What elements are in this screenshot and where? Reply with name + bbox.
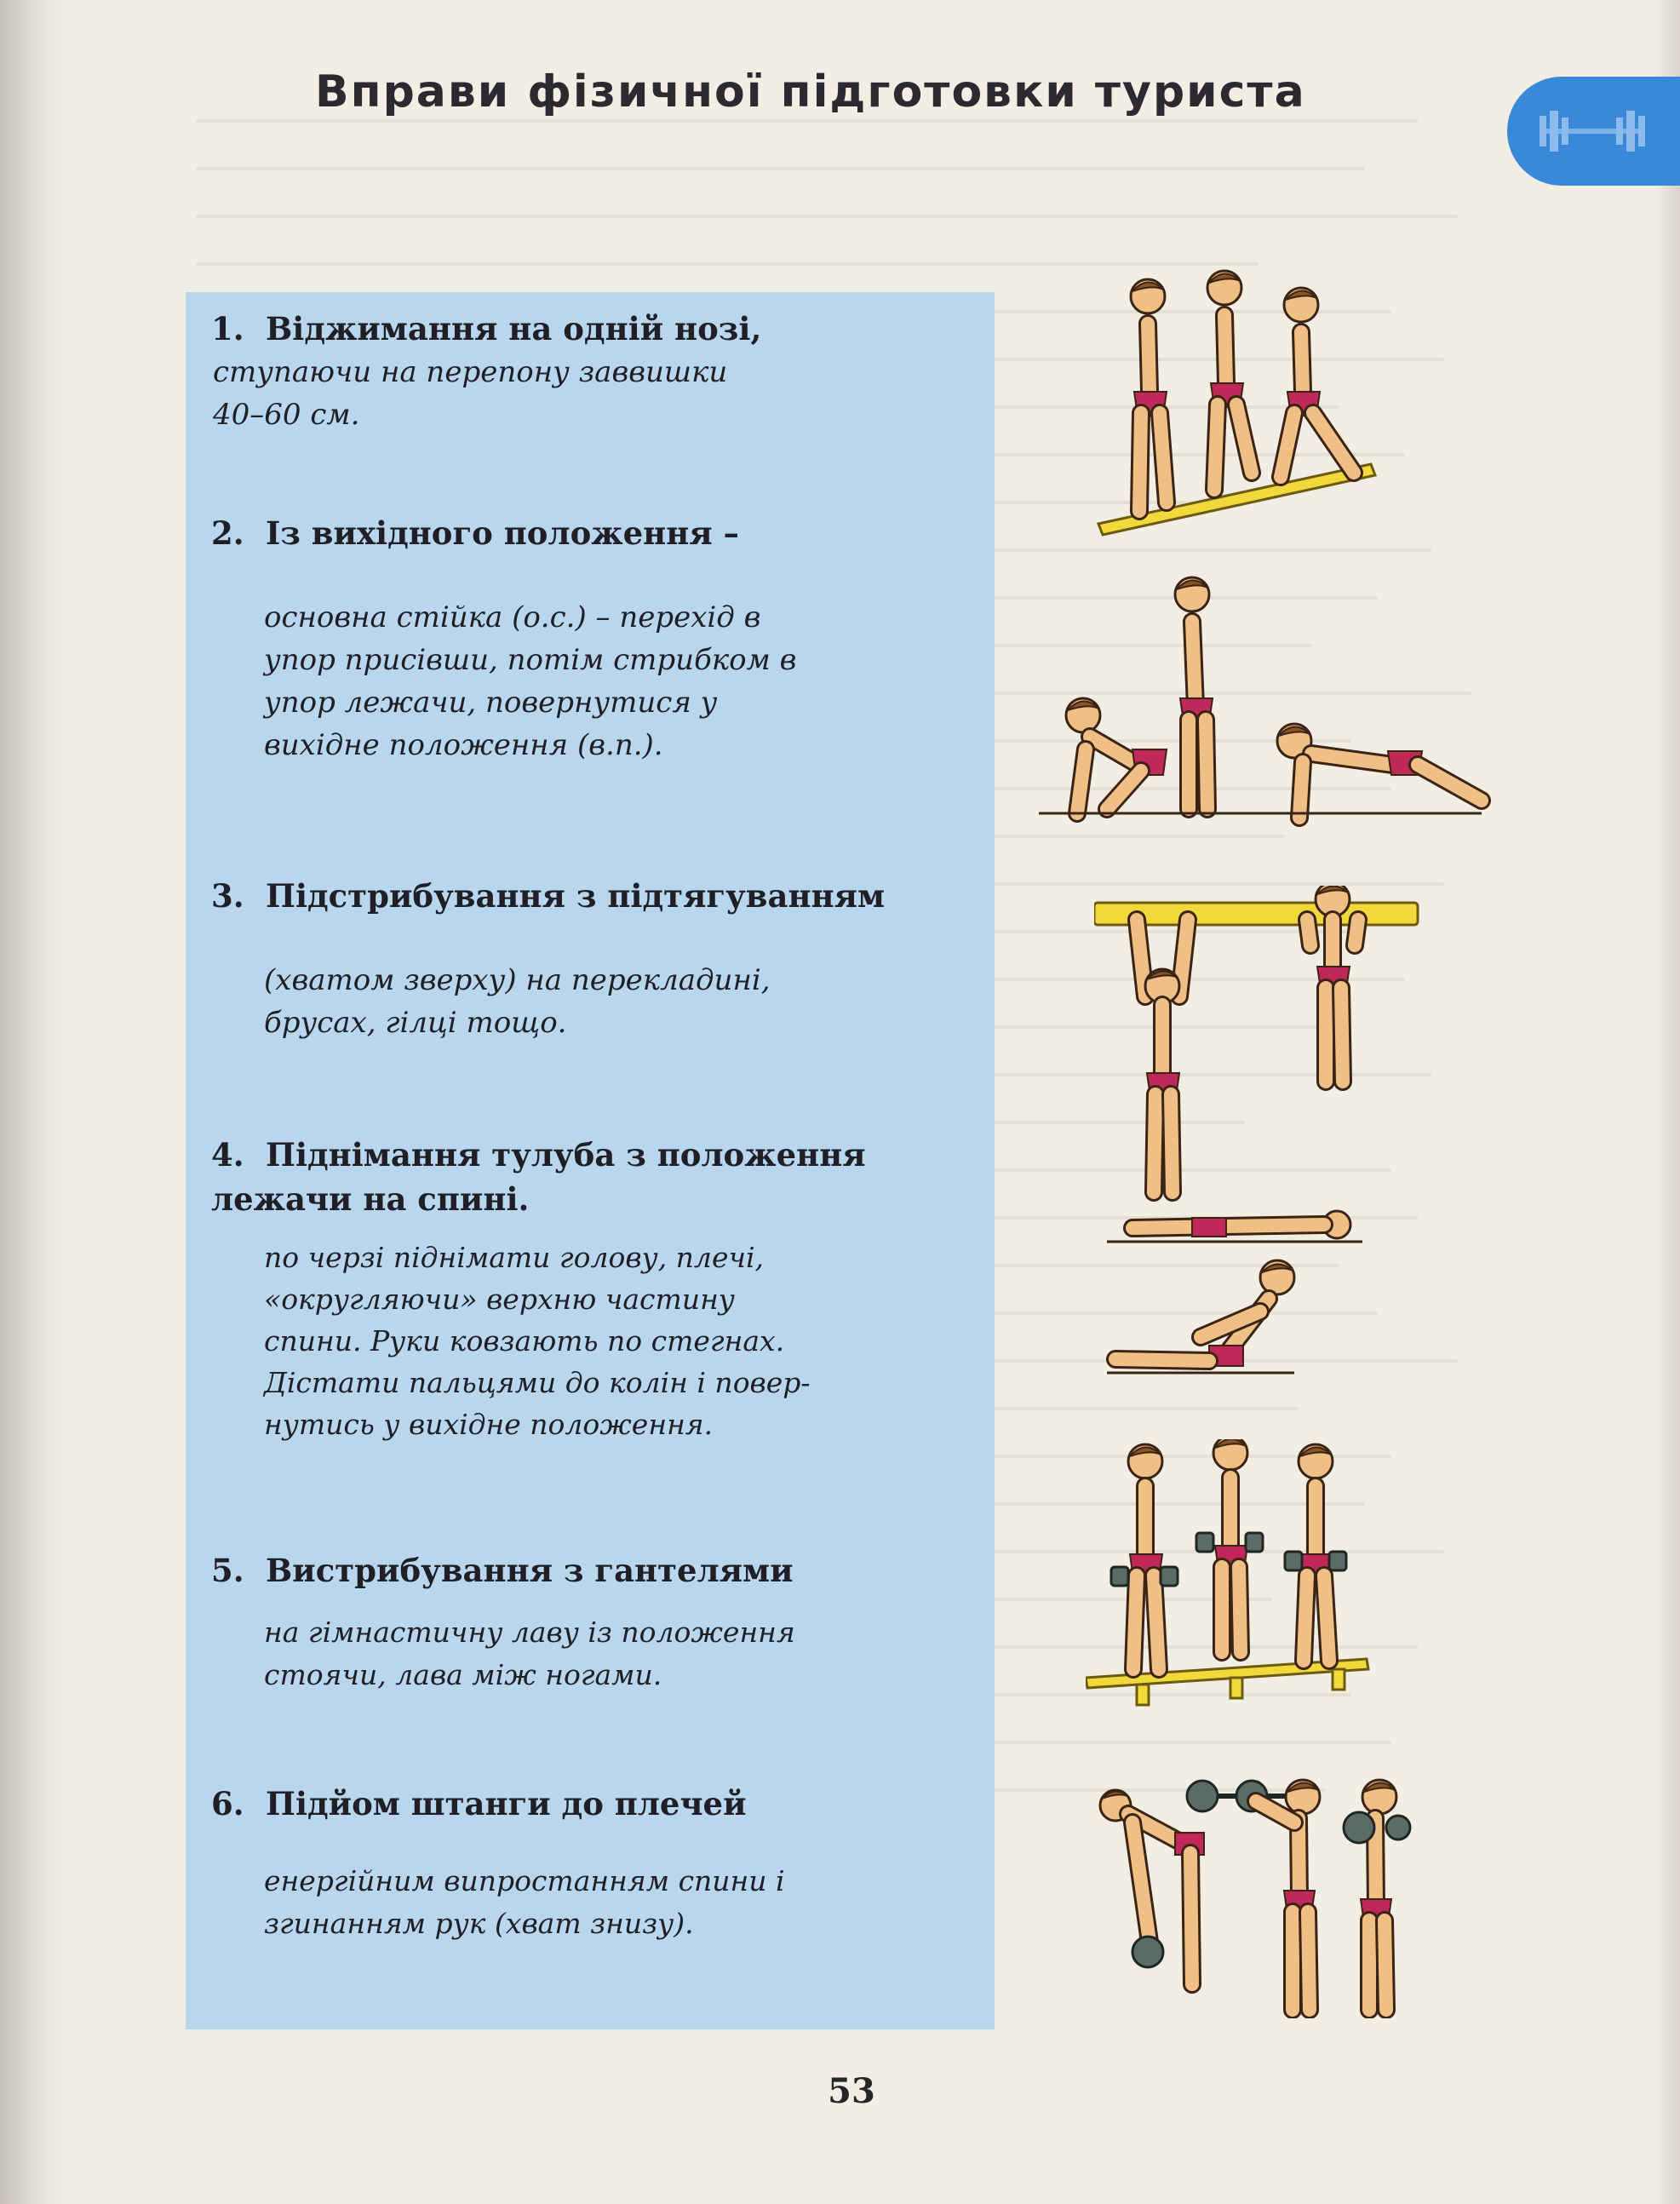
exercise-description: ступаючи на перепону заввишки 40–60 см. <box>213 355 728 432</box>
exercise-item <box>211 1782 978 1945</box>
exercise-heading-text: Вистрибування з гантелями <box>266 1552 794 1589</box>
exercise-number: 3. <box>211 877 244 915</box>
page-title: Вправи фізичної підготовки туриста <box>315 66 1306 118</box>
exercise-heading <box>211 1782 978 1826</box>
illustration-pull-up <box>1094 886 1435 1209</box>
exercise-heading-text: Із вихідного положення – <box>266 514 740 552</box>
illustration-barbell-clean <box>1081 1771 1439 2018</box>
exercise-description: енергійним випростанням спини і згинанням рук (хват знизу). <box>264 1864 785 1940</box>
page-fold-shadow <box>0 0 68 2204</box>
exercise-heading <box>211 1133 978 1221</box>
exercise-item <box>211 511 978 766</box>
illustration-step-up <box>1081 264 1396 537</box>
exercise-item <box>211 874 978 1044</box>
exercise-description: основна стійка (о.с.) – перехід в упор присівши, потім стрибком в упор лежачи, повернутися у вихідне положення (в.п.). <box>264 600 797 762</box>
exercise-number: 5. <box>211 1552 244 1589</box>
illustration-burpee <box>1039 571 1499 835</box>
exercise-item <box>211 1133 978 1445</box>
page-edge <box>1654 0 1680 2204</box>
exercise-number: 1. <box>211 310 244 347</box>
dumbbell-icon <box>1533 106 1652 157</box>
exercise-heading <box>211 307 978 351</box>
exercise-heading <box>211 874 978 918</box>
exercise-heading-text: Підстрибування з підтягуванням <box>266 877 886 915</box>
section-tab <box>1507 77 1680 186</box>
exercise-heading-text: Підйом штанги до плечей <box>266 1785 747 1822</box>
exercise-heading-text: Піднімання тулуба з положення лежачи на спині. <box>211 1136 866 1218</box>
exercise-heading-text: Віджимання на одній нозі, <box>266 310 762 347</box>
exercise-number: 4. <box>211 1136 244 1174</box>
exercise-item <box>211 307 978 436</box>
exercise-heading <box>211 1548 978 1593</box>
exercise-description: на гімнастичну лаву із положення стоячи, лава між ногами. <box>264 1616 795 1691</box>
illustration-sit-up <box>1098 1209 1388 1380</box>
exercise-description: по черзі піднімати голову, плечі, «округляючи» верхню частину спини. Руки ковзають по стегнах. Дістати пальцями до колін і повер- нутись у вихідне положення. <box>264 1241 811 1441</box>
page-number: 53 <box>828 2071 875 2111</box>
illustration-dumbbell-jump <box>1086 1439 1384 1712</box>
exercise-heading <box>211 511 978 555</box>
exercise-description: (хватом зверху) на перекладині, брусах, гілці тощо. <box>264 963 771 1040</box>
exercise-number: 2. <box>211 514 244 552</box>
exercise-item <box>211 1548 978 1696</box>
exercise-number: 6. <box>211 1785 244 1822</box>
